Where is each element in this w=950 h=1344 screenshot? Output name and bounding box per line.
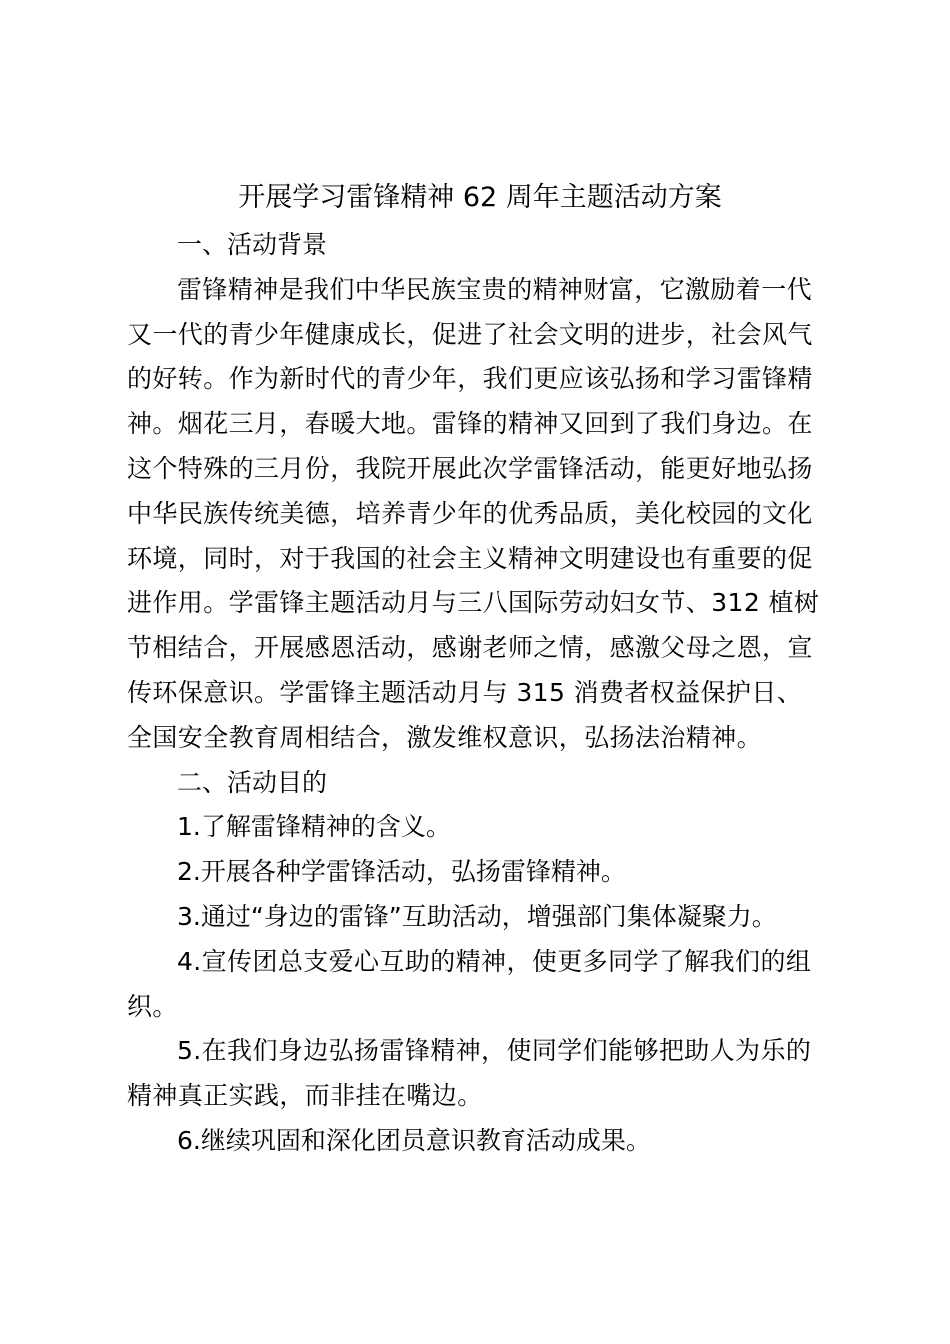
goal-item: 3.通过“身边的雷锋”互助活动，增强部门集体凝聚力。	[177, 901, 777, 931]
goal-item: 1.了解雷锋精神的含义。	[177, 812, 451, 842]
background-paragraph: 雷锋精神是我们中华民族宝贵的精神财富，它激励着一代又一代的青少年健康成长，促进了社会文明的进步，社会风气的好转。作为新时代的青少年，我们更应该弘扬和学习雷锋精神。烟花三月，春暖大地。雷锋的精神又回到了我们身边。在这个特殊的三月份，我院开展此次学雷锋活动，能更好地弘扬中华民族传统美德，培养青少年的优秀品质，美化校园的文化环境，同时，对于我国的社会主义精神文明建设也有重要的促进作用。学雷锋主题活动月与三八国际劳动妇女节、312 植树节相结合，开展感恩活动，感谢老师之情，感激父母之恩，宣传环保意识。学雷锋主题活动月与 315 消费者权益保护日、全国安全教育周相结合，激发维权意识，弘扬法治精神。	[127, 274, 820, 752]
goal-item: 2.开展各种学雷锋活动，弘扬雷锋精神。	[177, 857, 626, 887]
document-body	[127, 223, 827, 1164]
goal-item: 4.宣传团总支爱心互助的精神，使更多同学了解我们的组织。	[127, 946, 812, 1021]
section-heading-goals: 二、活动目的	[177, 767, 328, 797]
document-title: 开展学习雷锋精神 62 周年主题活动方案	[238, 182, 722, 213]
section-heading-background: 一、活动背景	[177, 230, 328, 259]
goal-item: 5.在我们身边弘扬雷锋精神，使同学们能够把助人为乐的精神真正实践，而非挂在嘴边。	[127, 1036, 812, 1111]
goal-item: 6.继续巩固和深化团员意识教育活动成果。	[177, 1125, 651, 1155]
